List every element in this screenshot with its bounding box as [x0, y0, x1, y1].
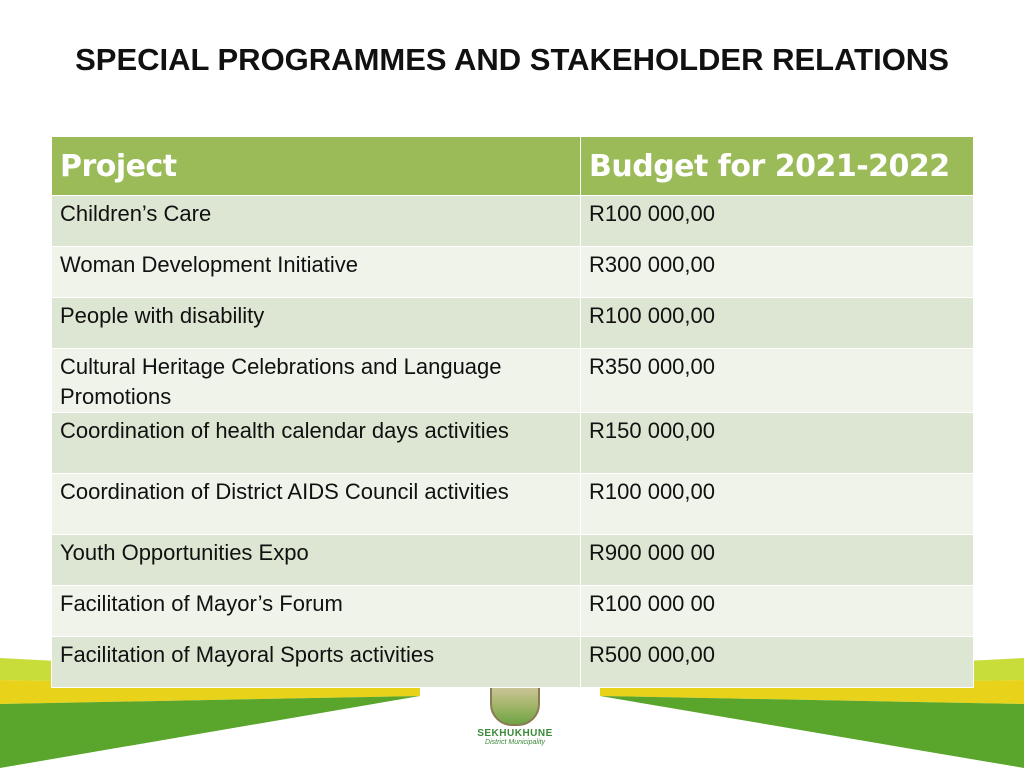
budget-cell: R100 000 00	[581, 586, 974, 637]
project-cell: Coordination of health calendar days activities	[52, 413, 581, 474]
budget-cell: R100 000,00	[581, 196, 974, 247]
table-header-row	[52, 137, 974, 196]
header-budget: Budget for 2021-2022	[581, 137, 974, 196]
project-cell: Coordination of District AIDS Council activities	[52, 474, 581, 535]
table-row	[52, 196, 974, 247]
project-cell: Cultural Heritage Celebrations and Language Promotions	[52, 349, 581, 413]
table-row	[52, 298, 974, 349]
project-cell: Facilitation of Mayor’s Forum	[52, 586, 581, 637]
project-cell: Children’s Care	[52, 196, 581, 247]
logo-name: SEKHUKHUNE	[477, 728, 553, 739]
logo-subtitle: District Municipality	[485, 739, 545, 746]
table-row	[52, 349, 974, 413]
project-cell: Facilitation of Mayoral Sports activities	[52, 637, 581, 688]
budget-cell: R100 000,00	[581, 298, 974, 349]
budget-cell: R350 000,00	[581, 349, 974, 413]
project-cell: People with disability	[52, 298, 581, 349]
table-row	[52, 247, 974, 298]
header-project: Project	[52, 137, 581, 196]
table-row	[52, 413, 974, 474]
slide-title: SPECIAL PROGRAMMES AND STAKEHOLDER RELATIONS	[75, 42, 949, 77]
budget-cell: R100 000,00	[581, 474, 974, 535]
table-row	[52, 535, 974, 586]
table-row	[52, 586, 974, 637]
project-cell: Woman Development Initiative	[52, 247, 581, 298]
table-row	[52, 474, 974, 535]
project-cell: Youth Opportunities Expo	[52, 535, 581, 586]
table-row	[52, 637, 974, 688]
budget-cell: R500 000,00	[581, 637, 974, 688]
budget-cell: R150 000,00	[581, 413, 974, 474]
budget-cell: R300 000,00	[581, 247, 974, 298]
municipality-logo	[470, 680, 560, 760]
budget-cell: R900 000 00	[581, 535, 974, 586]
budget-table	[51, 136, 974, 688]
